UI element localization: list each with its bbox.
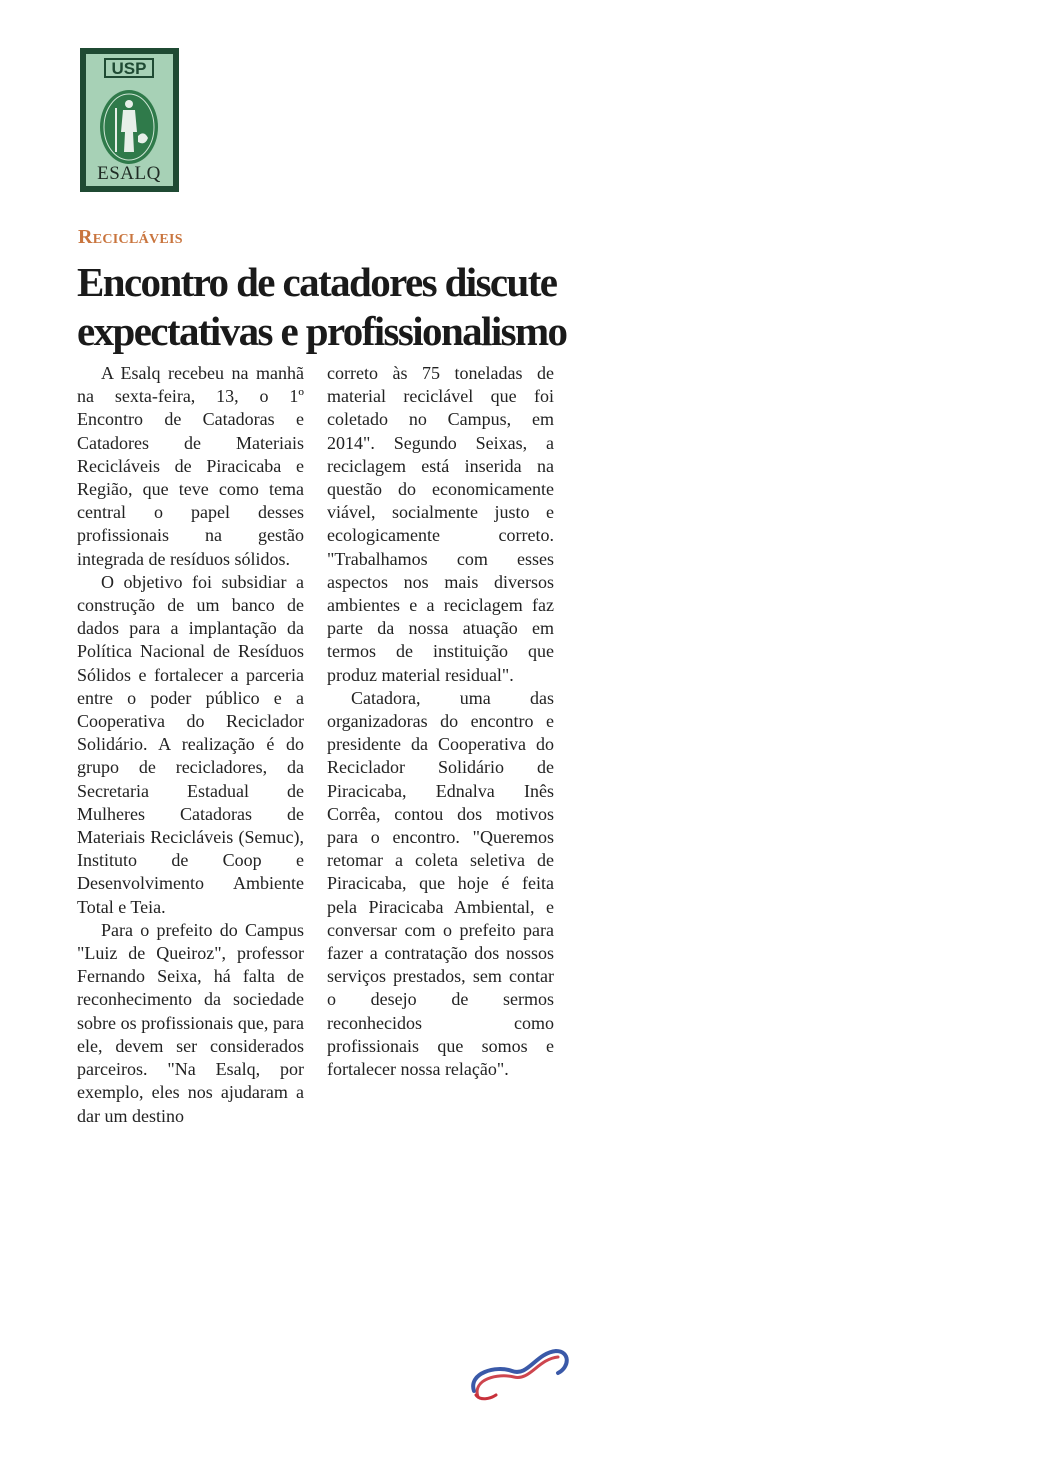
section-kicker: Recicláveis <box>78 226 183 248</box>
usp-esalq-logo <box>80 48 179 192</box>
headline-line-2: expectativas e profissionalismo <box>77 308 567 354</box>
article-headline <box>77 258 567 356</box>
logo-esalq-text: ESALQ <box>97 163 161 184</box>
article-column-right <box>327 362 554 1081</box>
headline-line-1: Encontro de catadores discute <box>77 259 557 305</box>
paragraph: Para o prefeito do Campus "Luiz de Queiroz", professor Fernando Seixa, há falta de reconhecimento da sociedade sobre os profissionais que, para ele, devem ser considerados parceiros. "Na Esalq, por exemplo, eles nos ajudaram a dar um destino <box>77 919 304 1126</box>
article-column-left <box>77 362 304 1128</box>
paragraph: Catadora, uma das organizadoras do encontro e presidente da Cooperativa do Reciclador Solidário de Piracicaba, Ednalva Inês Corrêa, contou dos motivos para o encontro. "Queremos retomar a coleta seletiva de Piracicaba, que hoje é feita pela Piracicaba Ambiental, e conversar com o prefeito para fazer a contratação dos nossos serviços prestados, sem contar o desejo de sermos reconhecidos como profissionais que somos e fortalecer nossa relação". <box>327 687 554 1080</box>
ribbon-logo-icon <box>466 1343 572 1405</box>
paragraph: A Esalq recebeu na manhã na sexta-feira, 13, o 1º Encontro de Catadoras e Catadores de Materiais Recicláveis de Piracicaba e Região, que teve como tema central o papel desses profissionais na gestão integrada de resíduos sólidos. <box>77 363 304 569</box>
paragraph: O objetivo foi subsidiar a construção de um banco de dados para a implantação da Política Nacional de Resíduos Sólidos e fortalecer a parceria entre o poder público e a Cooperativa do Reciclador Solidário. A realização é do grupo de recicladores, da Secretaria Estadual de Mulheres Catadoras de Materiais Recicláveis (Semuc), Instituto de Coop e Desenvolvimento Ambiente Total e Teia. <box>77 571 304 917</box>
paragraph: correto às 75 toneladas de material reciclável que foi coletado no Campus, em 2014". Segundo Seixas, a reciclagem está inserida na questão do economicamente viável, socialmente justo e ecologicamente correto. "Trabalhamos com esses aspectos nos mais diversos ambientes e a reciclagem faz parte da nossa atuação em termos de instituição que produz material residual". <box>327 363 554 685</box>
logo-usp-text: USP <box>111 59 147 78</box>
